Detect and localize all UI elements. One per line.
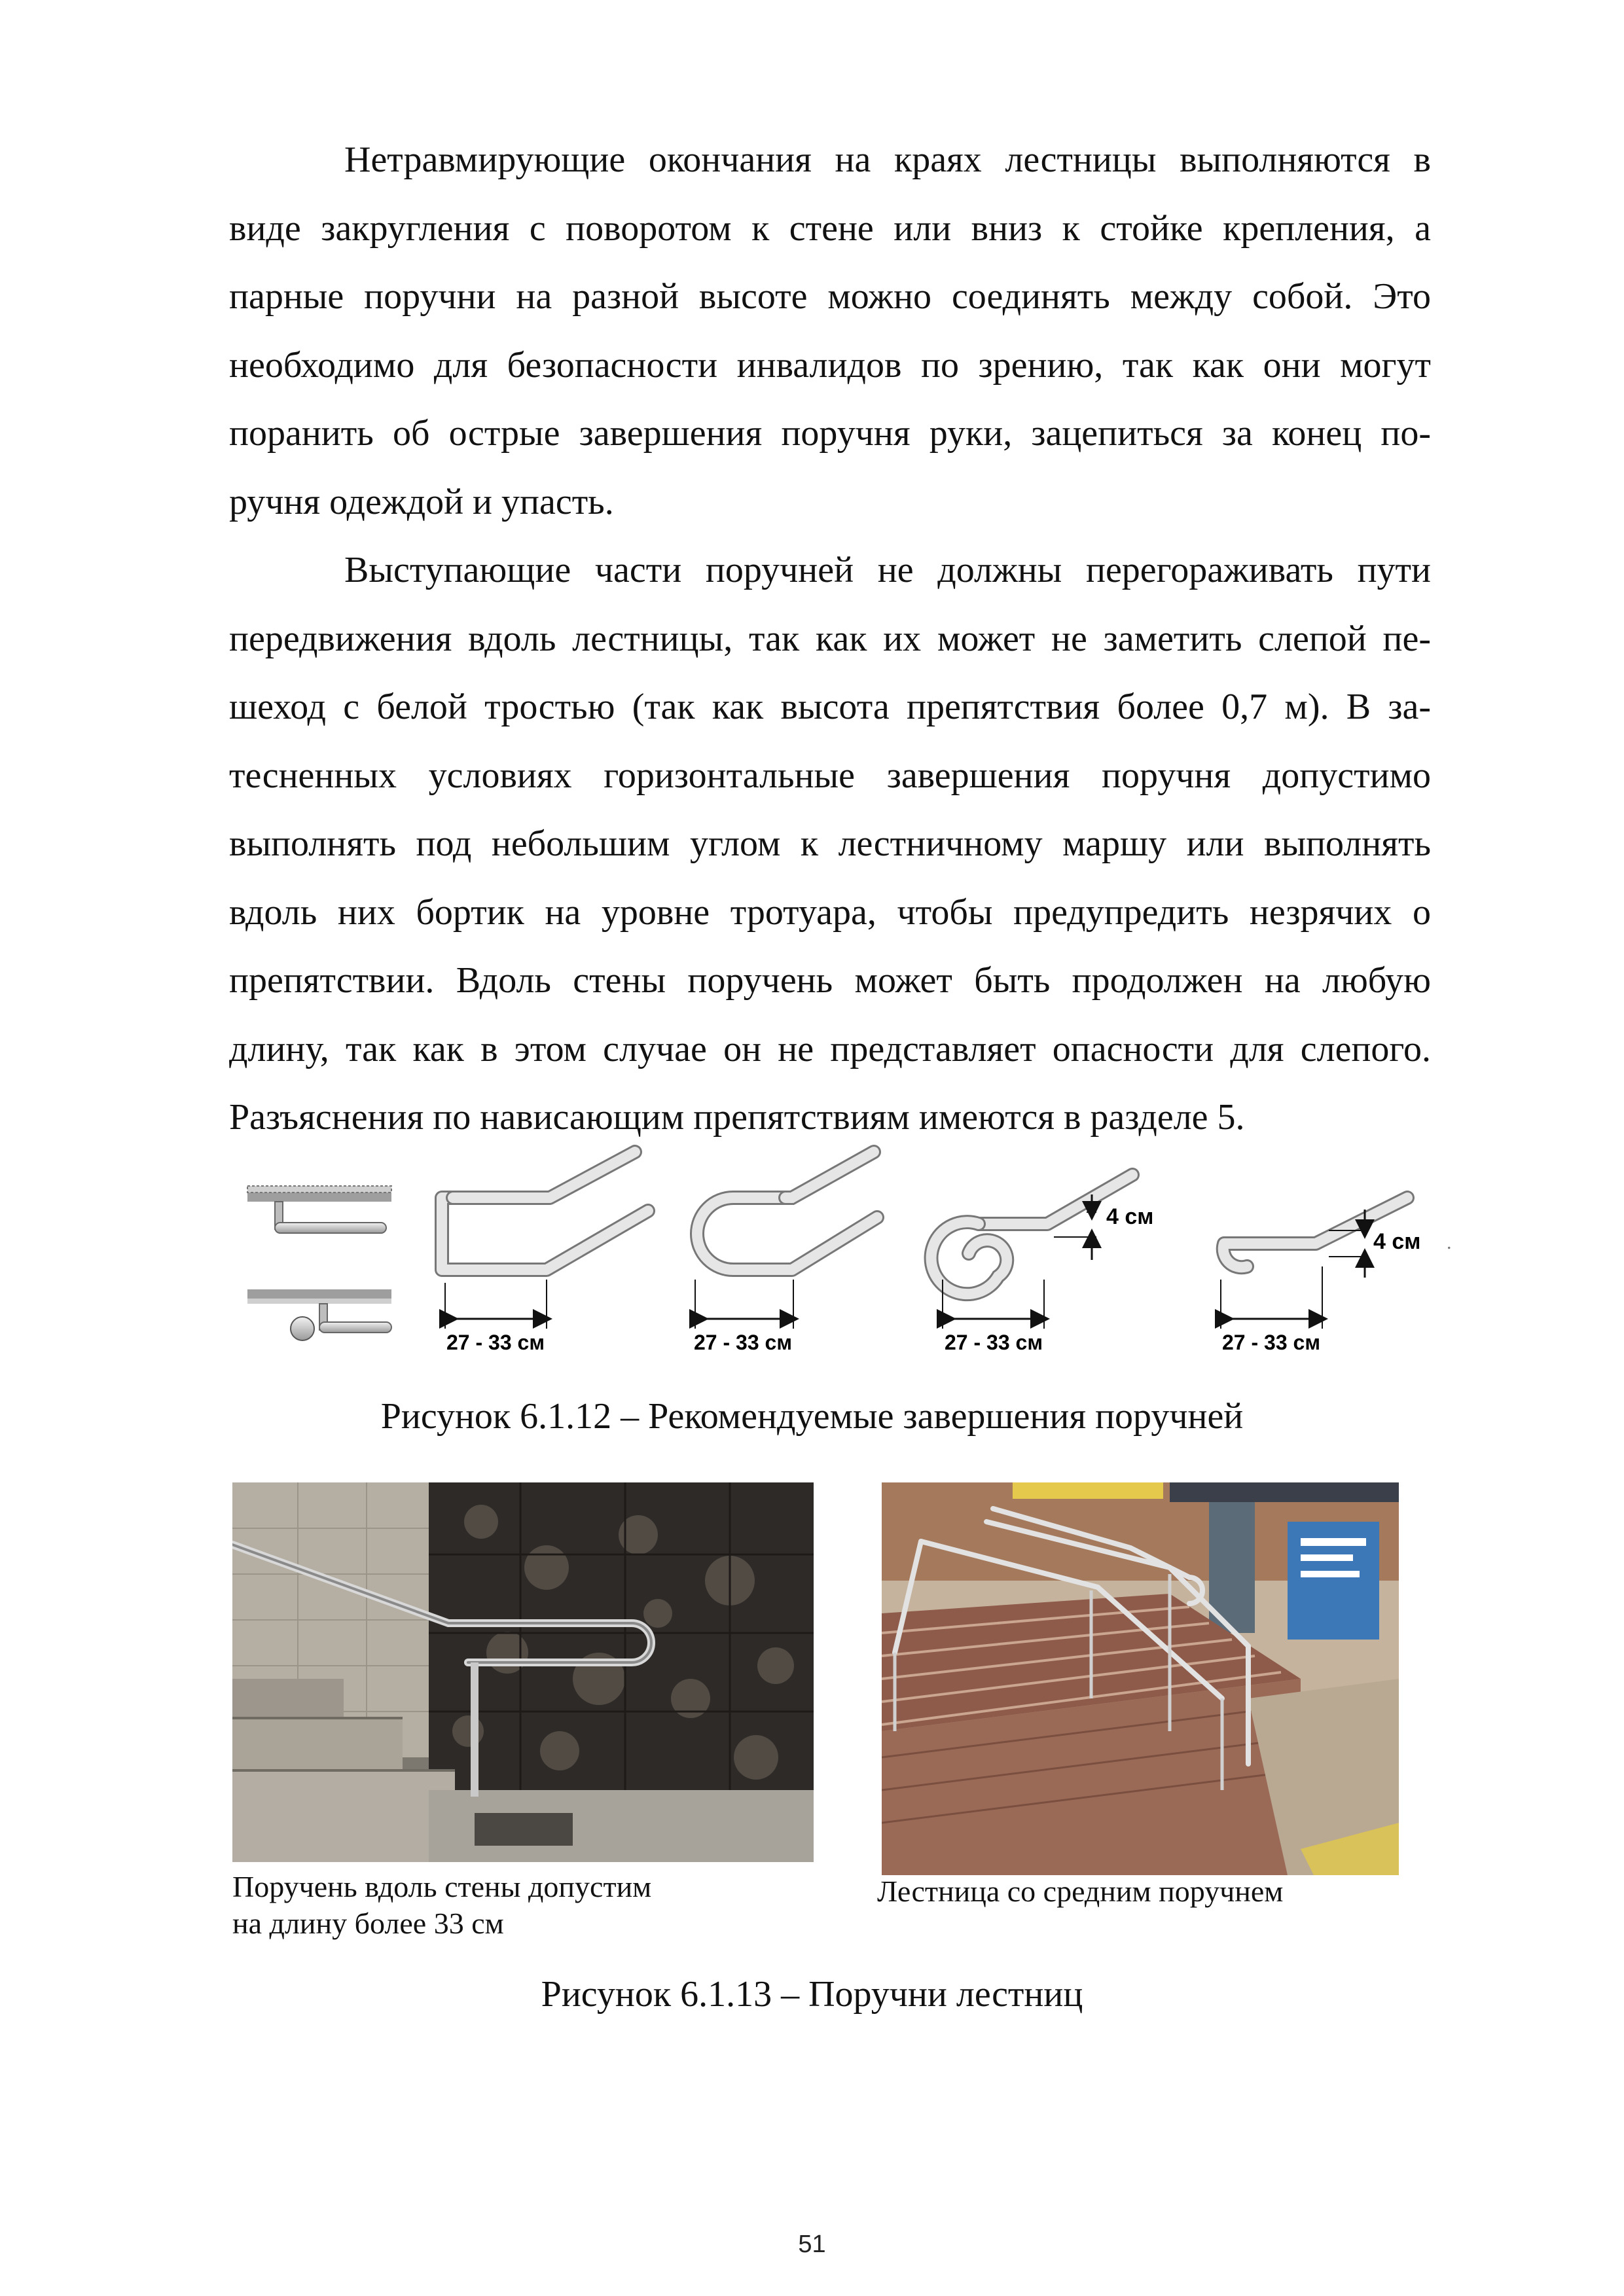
text-line: Нетравмирующие окончания на краях лестницы выполняются в <box>344 139 1431 180</box>
text-line: парные поручни на разной высоте можно соединять между собой. Это <box>229 276 1431 317</box>
decorative-mark: . <box>1447 1232 1452 1253</box>
text-line: длину, так как в этом случае он не представляет опасности для слепого. <box>229 1028 1431 1069</box>
caption-line: на длину более 33 см <box>232 1907 504 1940</box>
text-line: поранить об острые завершения поручня руки, зацепиться за конец по- <box>229 413 1431 454</box>
text-line: тесненных условиях горизонтальные завершения поручня допустимо <box>229 755 1431 796</box>
rounded-return-handrail <box>694 1152 877 1354</box>
text-line: препятствии. Вдоль стены поручень может быть продолжен на любую <box>229 960 1431 1001</box>
dimension-label: 27 - 33 см <box>945 1331 1043 1354</box>
text-line: Выступающие части поручней не должны перегораживать пути <box>344 550 1431 590</box>
height-label: 4 см <box>1106 1204 1154 1229</box>
caption-line: Поручень вдоль стены допустим <box>232 1870 652 1903</box>
handrail-ends-diagram <box>229 1132 1486 1381</box>
text-line: выполнять под небольшим углом к лестничному маршу или выполнять <box>229 823 1431 864</box>
page-number: 51 <box>798 2231 826 2258</box>
scroll-end-handrail <box>931 1175 1154 1354</box>
square-return-handrail <box>442 1152 648 1354</box>
text-line: виде закругления с поворотом к стене или вниз к стойке крепления, а <box>229 207 1431 249</box>
text-line: вдоль них бортик на уровне тротуара, чтобы предупредить незрячих о <box>229 891 1431 933</box>
handrail-ends-figure <box>229 1132 1486 1381</box>
right-photo-caption: Лестница со средним поручнем <box>877 1874 1284 1908</box>
text-line: передвижения вдоль лестницы, так как их может не заметить слепой пе- <box>229 618 1431 659</box>
height-label: 4 см <box>1373 1229 1421 1254</box>
text-line: необходимо для безопасности инвалидов по зрению, так как они могут <box>229 344 1431 386</box>
dimension-label: 27 - 33 см <box>446 1331 545 1354</box>
dimension-label: 27 - 33 см <box>694 1331 792 1354</box>
text-line: Разъяснения по нависающим препятствиям имеются в разделе 5. <box>229 1097 1245 1138</box>
paragraph-2 <box>229 536 1431 1152</box>
hook-end-handrail <box>1221 1198 1452 1354</box>
dimension-label: 27 - 33 см <box>1222 1331 1320 1354</box>
text-line: ручня одеждой и упасть. <box>229 481 614 522</box>
figure-caption: Рисунок 6.1.13 – Поручни лестниц <box>541 1974 1083 2015</box>
wall-bracket-detail <box>247 1186 391 1340</box>
wall-handrail-photo <box>232 1482 814 1862</box>
text-line: шеход с белой тростью (так как высота препятствия более 0,7 м). В за- <box>229 687 1431 727</box>
stair-middle-handrail-photo <box>882 1482 1399 1875</box>
figure-caption: Рисунок 6.1.12 – Рекомендуемые завершения поручней <box>380 1396 1244 1437</box>
left-photo-caption <box>232 1869 651 1942</box>
paragraph-1 <box>229 126 1431 536</box>
